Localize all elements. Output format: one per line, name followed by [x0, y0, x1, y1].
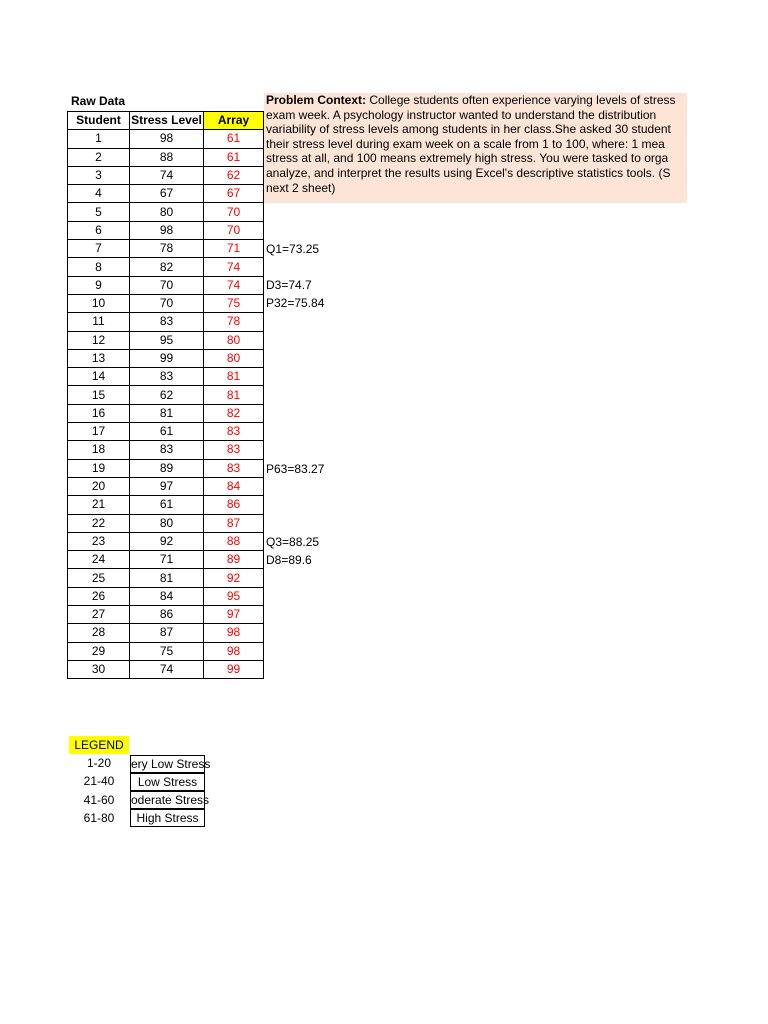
note-d3[interactable]: D3=74.7 — [266, 278, 312, 292]
table-row — [68, 423, 264, 441]
cell-student[interactable]: 29 — [68, 642, 130, 660]
table-row — [68, 606, 264, 624]
note-p63[interactable]: P63=83.27 — [266, 462, 325, 476]
cell-student[interactable]: 8 — [68, 258, 130, 276]
legend-label-box[interactable] — [130, 809, 205, 827]
legend-range[interactable]: 61-80 — [83, 811, 115, 825]
cell-stress-level[interactable]: 70 — [130, 276, 204, 294]
cell-stress-level[interactable]: 62 — [130, 386, 204, 404]
problem-context[interactable] — [264, 93, 687, 203]
cell-student[interactable]: 30 — [68, 660, 130, 678]
cell-stress-level[interactable]: 98 — [130, 221, 204, 239]
cell-array[interactable]: 95 — [204, 587, 264, 605]
cell-array[interactable]: 70 — [204, 221, 264, 239]
cell-stress-level[interactable]: 74 — [130, 660, 204, 678]
table-row — [68, 441, 264, 459]
cell-student[interactable]: 6 — [68, 221, 130, 239]
cell-array[interactable]: 86 — [204, 496, 264, 514]
table-row — [68, 459, 264, 477]
stress-table — [67, 111, 264, 679]
cell-student[interactable]: 13 — [68, 349, 130, 367]
legend-label-box[interactable] — [130, 773, 205, 791]
cell-array[interactable]: 99 — [204, 660, 264, 678]
note-p32[interactable]: P32=75.84 — [266, 296, 325, 310]
cell-stress-level[interactable]: 71 — [130, 551, 204, 569]
cell-stress-level[interactable]: 80 — [130, 203, 204, 221]
cell-array[interactable]: 67 — [204, 185, 264, 203]
cell-student[interactable]: 16 — [68, 404, 130, 422]
cell-array[interactable]: 92 — [204, 569, 264, 587]
context-line: stress at all, and 100 means extremely high stress. You were tasked to orga — [266, 151, 669, 166]
cell-array[interactable]: 80 — [204, 349, 264, 367]
cell-stress-level[interactable]: 70 — [130, 294, 204, 312]
legend-range[interactable]: 21-40 — [83, 774, 115, 788]
cell-array[interactable]: 75 — [204, 294, 264, 312]
cell-student[interactable]: 18 — [68, 441, 130, 459]
cell-stress-level[interactable]: 61 — [130, 496, 204, 514]
context-line: their stress level during exam week on a scale from 1 to 100, where: 1 mea — [266, 136, 665, 151]
cell-student[interactable]: 24 — [68, 551, 130, 569]
cell-array[interactable]: 89 — [204, 551, 264, 569]
legend-range[interactable]: 41-60 — [83, 793, 115, 807]
cell-stress-level[interactable]: 83 — [130, 313, 204, 331]
cell-student[interactable]: 4 — [68, 185, 130, 203]
cell-array[interactable]: 84 — [204, 477, 264, 495]
cell-array[interactable]: 81 — [204, 386, 264, 404]
cell-student[interactable]: 11 — [68, 313, 130, 331]
cell-stress-level[interactable]: 81 — [130, 569, 204, 587]
cell-array[interactable]: 81 — [204, 368, 264, 386]
cell-student[interactable]: 25 — [68, 569, 130, 587]
cell-student[interactable]: 14 — [68, 368, 130, 386]
cell-array[interactable]: 83 — [204, 459, 264, 477]
cell-stress-level[interactable]: 82 — [130, 258, 204, 276]
cell-student[interactable]: 9 — [68, 276, 130, 294]
cell-student[interactable]: 27 — [68, 606, 130, 624]
table-row — [68, 221, 264, 239]
table-row — [68, 258, 264, 276]
table-row — [68, 587, 264, 605]
table-row — [68, 368, 264, 386]
cell-student[interactable]: 17 — [68, 423, 130, 441]
cell-array[interactable]: 61 — [204, 148, 264, 166]
cell-array[interactable]: 74 — [204, 258, 264, 276]
table-row — [68, 569, 264, 587]
cell-stress-level[interactable]: 92 — [130, 532, 204, 550]
cell-array[interactable]: 98 — [204, 624, 264, 642]
legend-label: Low Stress — [137, 775, 198, 789]
legend-label-box[interactable] — [130, 791, 210, 809]
table-row — [68, 331, 264, 349]
table-row — [68, 624, 264, 642]
cell-student[interactable]: 20 — [68, 477, 130, 495]
cell-stress-level[interactable]: 88 — [130, 148, 204, 166]
table-row — [68, 240, 264, 258]
table-row — [68, 477, 264, 495]
legend-range[interactable]: 1-20 — [86, 756, 112, 770]
legend-label: ery Low Stress — [131, 757, 211, 771]
cell-array[interactable]: 62 — [204, 166, 264, 184]
cell-stress-level[interactable]: 87 — [130, 624, 204, 642]
cell-array[interactable]: 71 — [204, 240, 264, 258]
legend-title[interactable]: LEGEND — [69, 736, 129, 754]
table-row — [68, 294, 264, 312]
cell-array[interactable]: 82 — [204, 404, 264, 422]
cell-stress-level[interactable]: 83 — [130, 441, 204, 459]
header-student[interactable]: Student — [68, 112, 130, 130]
cell-array[interactable]: 61 — [204, 130, 264, 148]
cell-array[interactable]: 97 — [204, 606, 264, 624]
cell-student[interactable]: 23 — [68, 532, 130, 550]
note-q3[interactable]: Q3=88.25 — [266, 535, 320, 549]
table-row — [68, 276, 264, 294]
table-row — [68, 496, 264, 514]
cell-student[interactable]: 10 — [68, 294, 130, 312]
cell-stress-level[interactable]: 61 — [130, 423, 204, 441]
header-array[interactable]: Array — [204, 112, 264, 130]
context-line: analyze, and interpret the results using Excel's descriptive statistics tools. (S — [266, 165, 671, 180]
context-line: next 2 sheet) — [266, 180, 336, 195]
table-row — [68, 386, 264, 404]
cell-student[interactable]: 22 — [68, 514, 130, 532]
cell-array[interactable]: 78 — [204, 313, 264, 331]
cell-stress-level[interactable]: 97 — [130, 477, 204, 495]
cell-stress-level[interactable]: 86 — [130, 606, 204, 624]
cell-array[interactable]: 80 — [204, 331, 264, 349]
cell-student[interactable]: 7 — [68, 240, 130, 258]
cell-stress-level[interactable]: 83 — [130, 368, 204, 386]
cell-student[interactable]: 1 — [68, 130, 130, 148]
cell-stress-level[interactable]: 67 — [130, 185, 204, 203]
cell-stress-level[interactable]: 75 — [130, 642, 204, 660]
context-line: exam week. A psychology instructor wanted to understand the distribution — [266, 107, 657, 122]
table-row — [68, 660, 264, 678]
table-header-row — [68, 112, 264, 130]
table-row — [68, 148, 264, 166]
table-row — [68, 166, 264, 184]
table-row — [68, 349, 264, 367]
table-body — [68, 130, 264, 679]
cell-stress-level[interactable]: 74 — [130, 166, 204, 184]
cell-student[interactable]: 15 — [68, 386, 130, 404]
cell-student[interactable]: 26 — [68, 587, 130, 605]
cell-student[interactable]: 21 — [68, 496, 130, 514]
cell-stress-level[interactable]: 95 — [130, 331, 204, 349]
note-q1[interactable]: Q1=73.25 — [266, 242, 320, 256]
context-line: College students often experience varying levels of stress — [366, 93, 676, 107]
cell-student[interactable]: 2 — [68, 148, 130, 166]
legend-label: High Stress — [136, 811, 199, 825]
header-stress-level[interactable]: Stress Level — [130, 112, 204, 130]
cell-stress-level[interactable]: 81 — [130, 404, 204, 422]
cell-array[interactable]: 83 — [204, 441, 264, 459]
table-row — [68, 532, 264, 550]
cell-student[interactable]: 28 — [68, 624, 130, 642]
raw-data-title: Raw Data — [71, 94, 126, 108]
table-row — [68, 514, 264, 532]
table-row — [68, 313, 264, 331]
table-row — [68, 551, 264, 569]
cell-student[interactable]: 12 — [68, 331, 130, 349]
cell-array[interactable]: 88 — [204, 532, 264, 550]
cell-stress-level[interactable]: 99 — [130, 349, 204, 367]
cell-stress-level[interactable]: 84 — [130, 587, 204, 605]
table-row — [68, 185, 264, 203]
cell-array[interactable]: 74 — [204, 276, 264, 294]
table-row — [68, 130, 264, 148]
table-row — [68, 642, 264, 660]
cell-stress-level[interactable]: 80 — [130, 514, 204, 532]
cell-array[interactable]: 83 — [204, 423, 264, 441]
cell-array[interactable]: 98 — [204, 642, 264, 660]
cell-array[interactable]: 70 — [204, 203, 264, 221]
cell-stress-level[interactable]: 78 — [130, 240, 204, 258]
cell-stress-level[interactable]: 98 — [130, 130, 204, 148]
legend-label-box[interactable] — [130, 755, 211, 773]
cell-array[interactable]: 87 — [204, 514, 264, 532]
table-row — [68, 203, 264, 221]
cell-student[interactable]: 5 — [68, 203, 130, 221]
problem-context-label: Problem Context: — [266, 93, 367, 107]
table-row — [68, 404, 264, 422]
cell-student[interactable]: 19 — [68, 459, 130, 477]
cell-stress-level[interactable]: 89 — [130, 459, 204, 477]
context-line: variability of stress levels among students in her class.She asked 30 student — [266, 122, 671, 137]
note-d8[interactable]: D8=89.6 — [266, 553, 312, 567]
cell-student[interactable]: 3 — [68, 166, 130, 184]
legend-label: oderate Stress — [131, 793, 210, 807]
